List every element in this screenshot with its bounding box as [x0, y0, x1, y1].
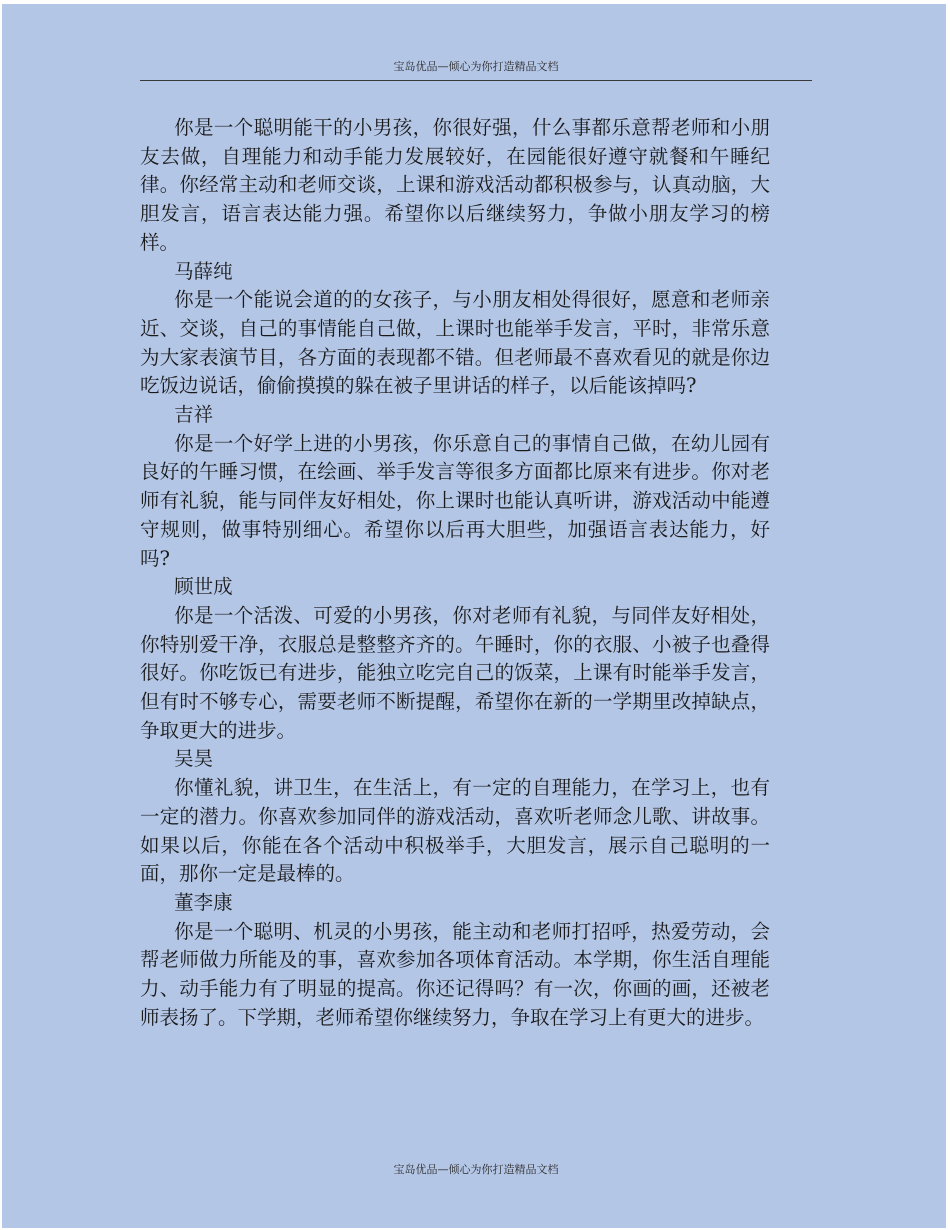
comment-paragraph-6: 你是一个聪明、机灵的小男孩，能主动和老师打招呼，热爱劳动，会帮老师做力所能及的事，喜欢参加各项体育活动。本学期，你生活自理能力、动手能力有了明显的提高。你还记得吗？有一次，你画的画，还被老师表扬了。下学期，老师希望你继续努力，争取在学习上有更大的进步。	[140, 919, 770, 1029]
student-name-3: 吉祥	[174, 403, 214, 427]
comment-paragraph-3: 你是一个好学上进的小男孩，你乐意自己的事情自己做，在幼儿园有良好的午睡习惯，在绘画、举手发言等很多方面都比原来有进步。你对老师有礼貌，能与同伴友好相处，你上课时也能认真听讲，游戏活动中能遵守规则，做事特别细心。希望你以后再大胆些，加强语言表达能力，好吗?	[140, 431, 770, 570]
document-body	[140, 114, 770, 1033]
comment-paragraph-1: 你是一个聪明能干的小男孩，你很好强，什么事都乐意帮老师和小朋友去做，自理能力和动手能力发展较好，在园能很好遵守就餐和午睡纪律。你经常主动和老师交谈，上课和游戏活动都积极参与，认真动脑，大胆发言，语言表达能力强。希望你以后继续努力，争做小朋友学习的榜样。	[140, 116, 770, 254]
page-footer: 宝岛优品—倾心为你打造精品文档	[393, 1163, 559, 1176]
page-header: 宝岛优品—倾心为你打造精品文档	[140, 59, 812, 81]
document-page	[2, 4, 946, 1228]
comment-paragraph-2: 你是一个能说会道的的女孩子，与小朋友相处得很好，愿意和老师亲近、交谈，自己的事情能自己做，上课时也能举手发言，平时，非常乐意为大家表演节目，各方面的表现都不错。但老师最不喜欢看见的就是你边吃饭边说话，偷偷摸摸的躲在被子里讲话的样子，以后能该掉吗?	[140, 288, 770, 398]
student-name-5: 吴昊	[174, 747, 214, 771]
comment-paragraph-5: 你懂礼貌，讲卫生，在生活上，有一定的自理能力，在学习上，也有一定的潜力。你喜欢参加同伴的游戏活动，喜欢听老师念儿歌、讲故事。如果以后，你能在各个活动中积极举手，大胆发言，展示自己聪明的一面，那你一定是最棒的。	[140, 776, 770, 886]
student-name-6: 董李康	[174, 890, 233, 914]
student-name-2: 马薛纯	[174, 259, 233, 283]
comment-paragraph-4: 你是一个活泼、可爱的小男孩，你对老师有礼貌，与同伴友好相处，你特别爱干净，衣服总是整整齐齐的。午睡时，你的衣服、小被子也叠得很好。你吃饭已有进步，能独立吃完自己的饭菜，上课有时能举手发言，但有时不够专心，需要老师不断提醒，希望你在新的一学期里改掉缺点，争取更大的进步。	[140, 603, 770, 742]
student-name-4: 顾世成	[174, 575, 233, 599]
